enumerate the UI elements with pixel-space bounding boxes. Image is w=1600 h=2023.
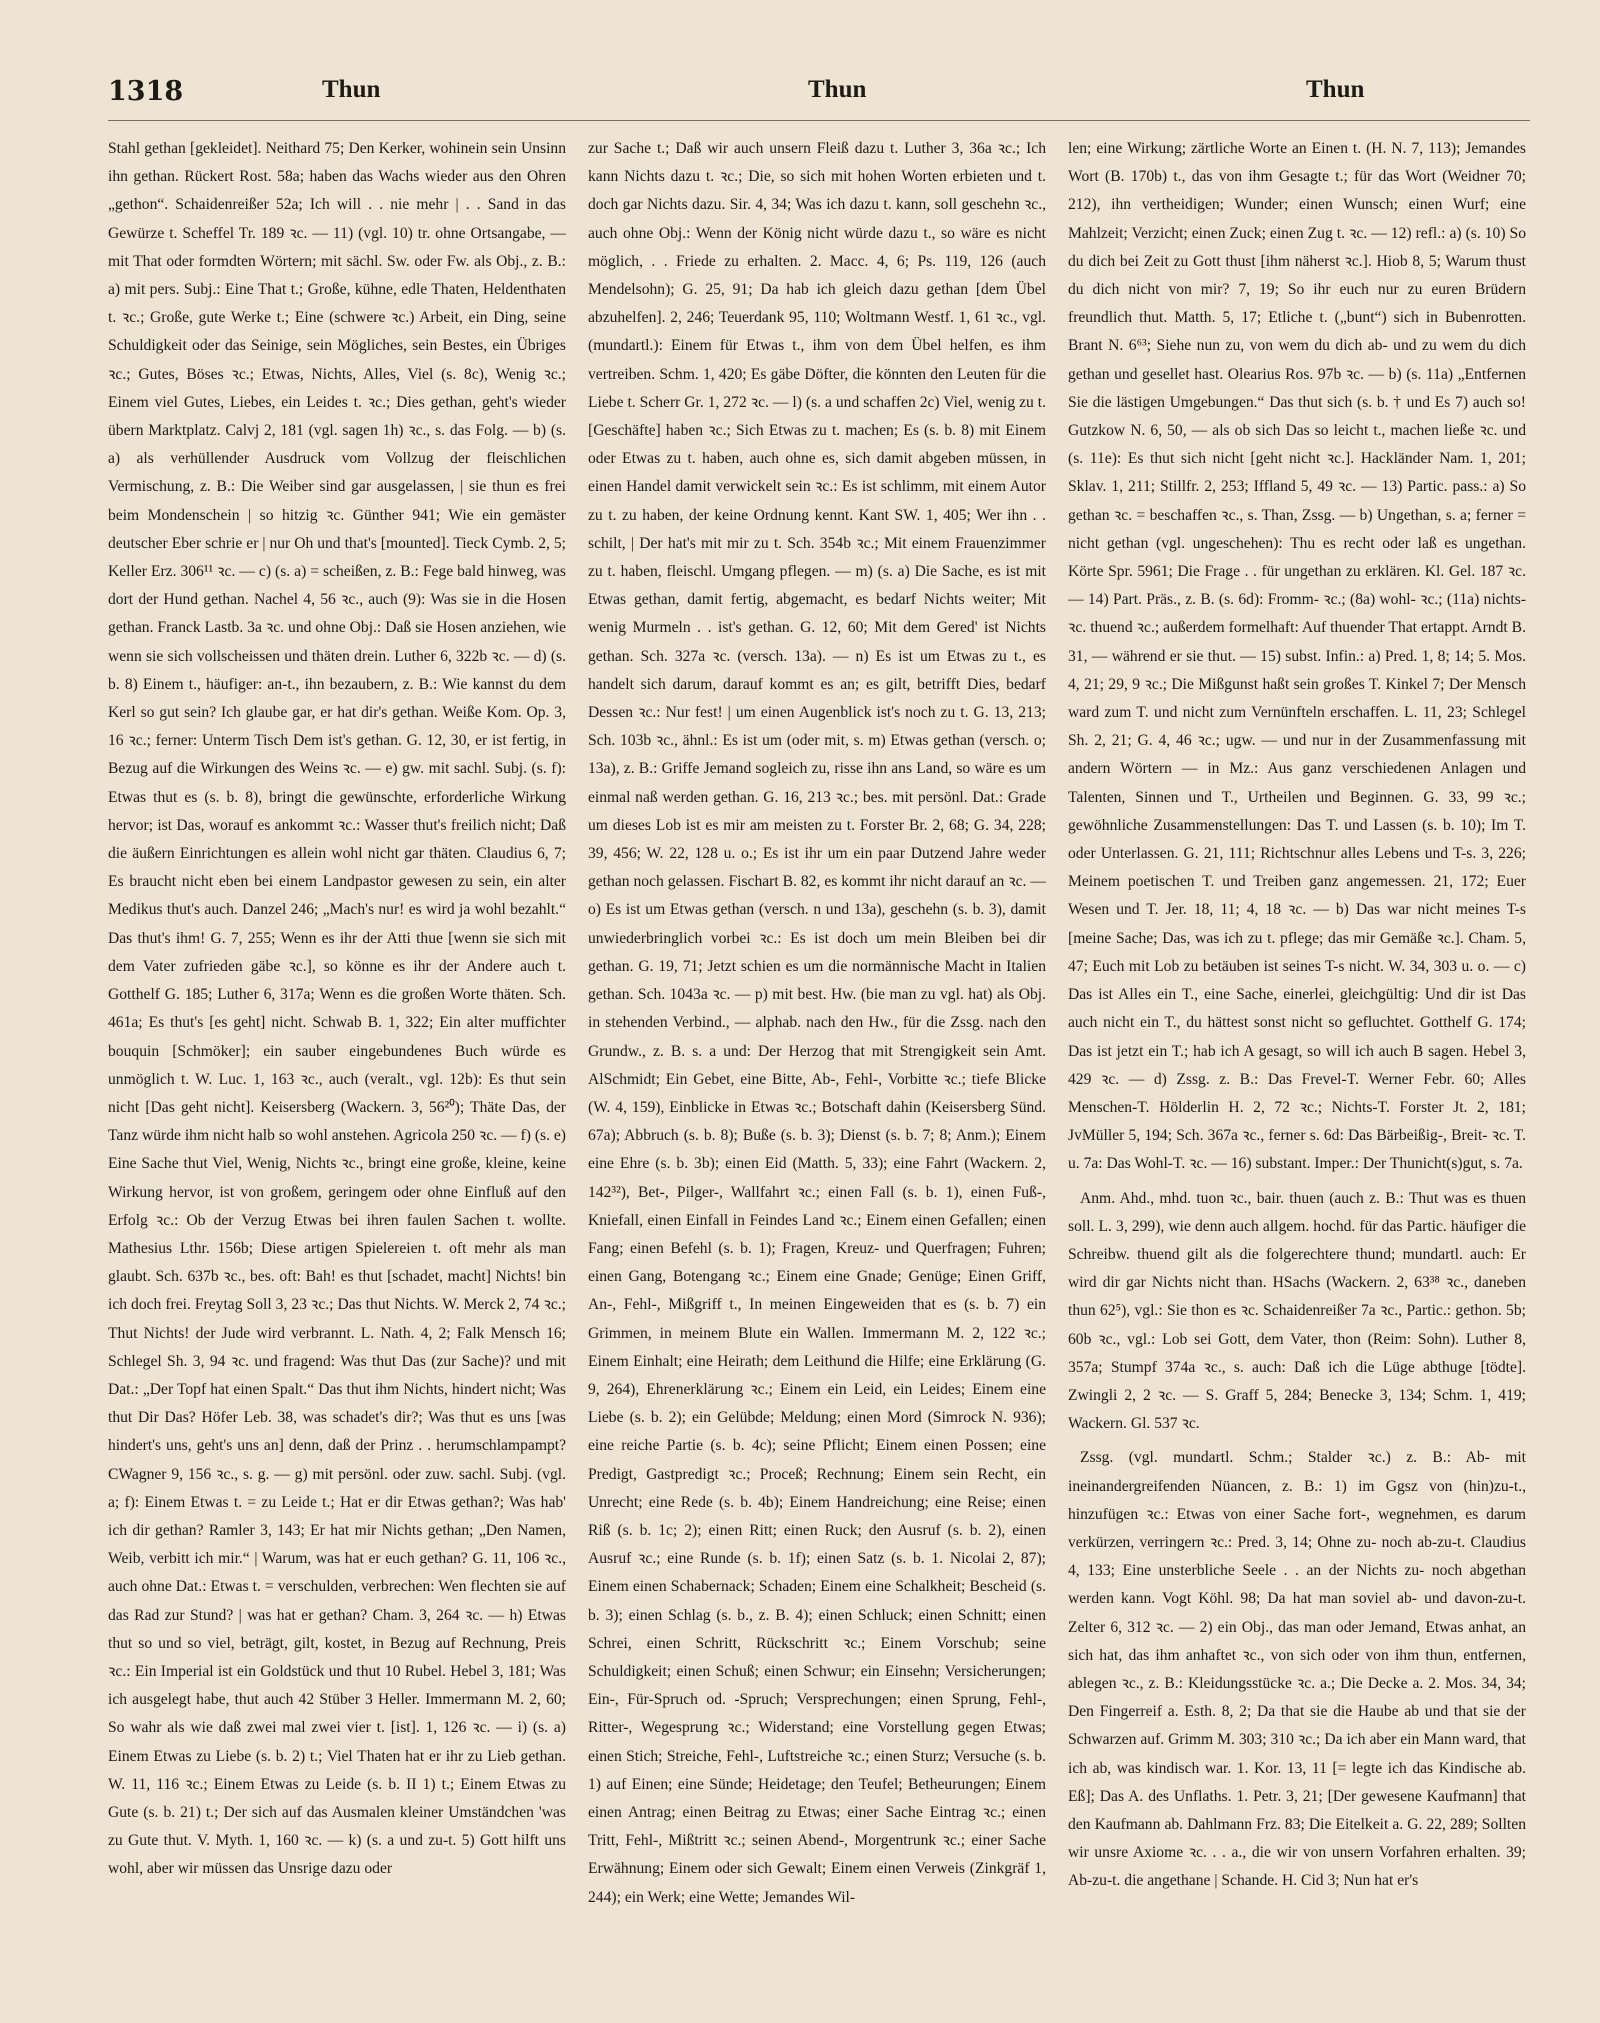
running-head-right: Thun [1306, 76, 1365, 103]
etymology-note: Anm. Ahd., mhd. tuon ꝛc., bair. thuen (auch z. B.: Thut was es thuen soll. L. 3, 299), wie denn auch allgem. hochd. für das Partic. häufiger die Schreibw. thuend gilt als die folgerechtere thund; mundartl. auch: Er wird dir gar Nichts nicht than. HSachs (Wackern. 2, 63³⁸ ꝛc., daneben thun 62⁵), vgl.: Sie thon es ꝛc. Schaidenreißer 7a ꝛc., Partic.: gethon. 5b; 60b ꝛc., vgl.: Lob sei Gott, dem Vater, thon (Reim: Sohn). Luther 8, 357a; Stumpf 374a ꝛc., s. auch: Daß ich die Lüge abthuge [tödte]. Zwingli 2, 2 ꝛc. — S. Graff 5, 284; Benecke 3, 134; Schm. 1, 419; Wackern. Gl. 537 ꝛc. [1068, 1189, 1526, 1433]
column-middle [588, 135, 1046, 2015]
running-head-left: Thun [322, 76, 381, 103]
page-number: 1318 [108, 76, 184, 107]
column-right [1068, 135, 1526, 2015]
entry-paragraph: Stahl gethan [gekleidet]. Neithard 75; Den Kerker, wohinein sein Unsinn ihn gethan. Rückert Rost. 58a; haben das Wachs wieder aus den Ohren „gethon“. Schaidenreißer 52a; Ich will . . nie mehr | . . Sand in das Gewürze t. Scheffel Tr. 189 ꝛc. — 11) (vgl. 10) tr. ohne Ortsangabe, — mit That oder formdten Wörtern; mit sächl. Sw. oder Fw. als Obj., z. B.: a) mit pers. Subj.: Eine That t.; Große, kühne, edle Thaten, Heldenthaten t. ꝛc.; Große, gute Werke t.; Eine (schwere ꝛc.) Arbeit, ein Ding, seine Schuldigkeit oder das Seinige, sein Mögliches, sein Bestes, ein Übriges ꝛc.; Gutes, Böses ꝛc.; Etwas, Nichts, Alles, Viel (s. 8c), Wenig ꝛc.; Einem viel Gutes, Liebes, ein Leides t. ꝛc.; Dies gethan, geht's wieder übern Marktplatz. Calvj 2, 181 (vgl. sagen 1h) ꝛc., s. das Folg. — b) (s. a) als verhüllender Ausdruck vom Vollzug der fleischlichen Vermischung, z. B.: Die Weiber sind gar ausgelassen, | sie thun es frei beim Mondenschein | so hitzig ꝛc. Günther 941; Wie ein gemäster deutscher Eber schrie er | nur Oh und that's [mounted]. Tieck Cymb. 2, 5; Keller Erz. 306¹¹ ꝛc. — c) (s. a) = scheißen, z. B.: Fege bald hinweg, was dort der Hund gethan. Nachel 4, 56 ꝛc., auch (9): Was sie in die Hosen gethan. Franck Lastb. 3a ꝛc. und ohne Obj.: Daß sie Hosen anziehen, wie wenn sie sich vollscheissen und thäten drein. Luther 6, 322b ꝛc. — d) (s. b. 8) Einem t., häufiger: an-t., ihn bezaubern, z. B.: Wie kannst du dem Kerl so gut sein? Ich glaube gar, er hat dir's gethan. Weiße Kom. Op. 3, 16 ꝛc.; ferner: Unterm Tisch Dem ist's gethan. G. 12, 30, er ist fertig, in Bezug auf die Wirkungen des Weins ꝛc. — e) gw. mit sachl. Subj. (s. f): Etwas thut es (s. b. 8), bringt die gewünschte, erforderliche Wirkung hervor; ist Das, worauf es ankommt ꝛc.: Wasser thut's freilich nicht; Daß die äußern Einrichtungen es allein wohl nicht gar thäten. Claudius 6, 7; Es braucht nicht eben bei einem Landpastor gewesen zu sein, ein alter Medikus thut's auch. Danzel 246; „Mach's nur! es wird ja wohl bezahlt.“ Das thut's ihm! G. 7, 255; Wenn es ihr der Atti thue [wenn sie sich mit dem Vater zufrieden gäbe ꝛc.], so könne es ihr der Andere auch t. Gotthelf G. 185; Luther 6, 317a; Wenn es die großen Worte thäten. Sch. 461a; Es thut's [es geht] nicht. Schwab B. 1, 322; Ein alter muffichter bouquin [Schmöker]; ein sauber eingebundenes Buch würde es unmöglich t. W. Luc. 1, 163 ꝛc., auch (veralt., vgl. 12b): Es thut sein nicht [Das geht nicht]. Keisersberg (Wackern. 3, 56²⁰); Thäte Das, der Tanz würde ihm nicht halb so wohl anstehen. Agricola 250 ꝛc. — f) (s. e) Eine Sache thut Viel, Wenig, Nichts ꝛc., bringt eine große, kleine, keine Wirkung hervor, ist von großem, geringem oder ohne Einfluß auf den Erfolg ꝛc.: Ob der Verzug Etwas bei ihren faulen Sachen t. wollte. Mathesius Lthr. 156b; Diese artigen Spielereien t. oft mehr als man glaubt. Sch. 637b ꝛc., bes. oft: Bah! es thut [schadet, macht] Nichts! bin ich doch frei. Freytag Soll 3, 23 ꝛc.; Das thut Nichts. W. Merck 2, 74 ꝛc.; Thut Nichts! der Jude wird verbrannt. L. Nath. 4, 2; Falk Mensch 16; Schlegel Sh. 3, 94 ꝛc. und fragend: Was thut Das (zur Sache)? und mit Dat.: „Der Topf hat einen Spalt.“ Das thut ihm Nichts, hindert nicht; Was thut Dir Das? Höfer Leb. 38, was schadet's dir?; Was thut es uns [was hindert's uns, geht's uns an] denn, daß der Prinz . . herumschlampampt? CWagner 9, 156 ꝛc., s. g. — g) mit persönl. oder zuw. sachl. Subj. (vgl. a; f): Einem Etwas t. = zu Leide t.; Hat er dir Etwas gethan?; Was hab' ich dir gethan? Ramler 3, 143; Er hat mir Nichts gethan; „Den Namen, Weib, verbitt ich mir.“ | Warum, was hat er euch gethan? G. 11, 106 ꝛc., auch ohne Dat.: Etwas t. = verschulden, verbrechen: Wen flechten sie auf das Rad zur Stund? | was hat er gethan? Cham. 3, 264 ꝛc. — h) Etwas thut so und so viel, beträgt, gilt, kostet, in Bezug auf Rechnung, Preis ꝛc.: Ein Imperial ist ein Goldstück und thut 10 Rubel. Hebel 3, 181; Was ich ausgelegt habe, thut auch 42 Stüber 3 Heller. Immermann M. 2, 60; So wahr als wie daß zwei mal zwei vier t. [ist]. 1, 126 ꝛc. — i) (s. a) Einem Etwas zu Liebe (s. b. 2) t.; Viel Thaten hat er ihr zu Lieb gethan. W. 11, 116 ꝛc.; Einem Etwas zu Leide (s. b. II 1) t.; Einem Etwas zu Gute (s. b. 21) t.; Der sich auf das Ausmalen kleiner Umständchen 'was zu Gute thut. V. Myth. 1, 160 ꝛc. — k) (s. a und zu-t. 5) Gott hilft uns wohl, aber wir müssen das Unsrige dazu oder [108, 140, 566, 1878]
text-columns [108, 135, 1530, 2015]
compounds-paragraph: Zssg. (vgl. mundartl. Schm.; Stalder ꝛc.) z. B.: Ab- mit ineinandergreifenden Nüancen, z. B.: 1) im Ggsz von (hin)zu-t., hinzufügen ꝛc.: Etwas von einer Sache fort-, wegnehmen, es darum verkürzen, verringern ꝛc.: Pred. 3, 14; Ohne zu- noch ab-zu-t. Claudius 4, 133; Eine unsterbliche Seele . . an der Nichts zu- noch abgethan werden kann. Vogt Köhl. 98; Da hat man soviel ab- und davon-zu-t. Zelter 6, 312 ꝛc. — 2) ein Obj., das man oder Jemand, Etwas anhat, an sich hat, das ihm anhaftet ꝛc., von sich oder von ihm thun, entfernen, ablegen ꝛc., z. B.: Kleidungsstücke ꝛc. a.; Die Decke a. 2. Mos. 34, 34; Den Fingerreif a. Esth. 8, 2; Da that sie die Haube ab und that sie der Schwarzen auf. Grimm M. 303; 310 ꝛc.; Da ich aber ein Mann ward, that ich ab, was kindisch war. 1. Kor. 13, 11 [= legte ich das Kindische ab. Eß]; Das A. des Unflaths. 1. Petr. 3, 21; [Der gewesene Kaufmann] that den Kaufmann ab. Dahlmann Frz. 83; Die Eitelkeit a. G. 22, 289; Sollten wir unsre Axiome ꝛc. . . a., die wir von unsern Vorfahren erhalten. 39; Ab-zu-t. die angethane | Schande. H. Cid 3; Nun hat er's [1068, 1449, 1526, 1890]
running-head-center: Thun [808, 76, 867, 103]
column-left [108, 135, 566, 2015]
page-header [108, 72, 1530, 121]
entry-paragraph: zur Sache t.; Daß wir auch unsern Fleiß dazu t. Luther 3, 36a ꝛc.; Ich kann Nichts dazu t. ꝛc.; Die, so sich mit hohen Worten erbieten und t. doch gar Nichts dazu. Sir. 4, 34; Was ich dazu t. kann, soll geschehn ꝛc., auch ohne Obj.: Wenn der König nicht würde dazu t., so wäre es nicht möglich, . . Friede zu erhalten. 2. Macc. 4, 6; Ps. 119, 126 (auch Mendelsohn); G. 25, 91; Da hab ich gleich dazu gethan [dem Übel abzuhelfen]. 2, 246; Teuerdank 95, 110; Woltmann Westf. 1, 61 ꝛc., vgl. (mundartl.): Einem für Etwas t., ihm von dem Übel helfen, es ihm vertreiben. Schm. 1, 420; Es gäbe Döfter, die könnten den Leuten für die Liebe t. Scherr Gr. 1, 272 ꝛc. — l) (s. a und schaffen 2c) Viel, wenig zu t. [Geschäfte] haben ꝛc.; Sich Etwas zu t. machen; Es (s. b. 8) mit Einem oder Etwas zu t. haben, auch ohne es, sich damit abgeben müssen, in einen Handel damit verwickelt sein ꝛc.: Es ist schlimm, mit einem Autor zu t. zu haben, der keine Ordnung kennt. Kant SW. 1, 405; Wer ihn . . schilt, | Der hat's mit mir zu t. Sch. 354b ꝛc.; Mit einem Frauenzimmer zu t. haben, fleischl. Umgang pflegen. — m) (s. a) Die Sache, es ist mit Etwas gethan, damit fertig, abgemacht, es bedarf Nichts weiter; Mit wenig Murmeln . . ist's gethan. G. 12, 60; Mit dem Gered' ist Nichts gethan. Sch. 327a ꝛc. (versch. 13a). — n) Es ist um Etwas zu t., es handelt sich darum, darauf kommt es an; es gilt, betrifft Dies, bedarf Dessen ꝛc.: Nur fest! | um einen Augenblick ist's noch zu t. G. 13, 213; Sch. 103b ꝛc., ähnl.: Es ist um (oder mit, s. m) Etwas gethan (versch. o; 13a), z. B.: Griffe Jemand sogleich zu, risse ihn ans Land, so wäre es um einmal naß werden gethan. G. 16, 213 ꝛc.; bes. mit persönl. Dat.: Grade um dieses Lob ist es mir am meisten zu t. Forster Br. 2, 68; G. 34, 228; 39, 456; W. 22, 128 u. o.; Es ist ihr um ein paar Dutzend Jahre weder gethan noch gelassen. Fischart B. 82, es kommt ihr nicht darauf an ꝛc. — o) Es ist um Etwas gethan (versch. n und 13a), geschehn (s. b. 3), damit unwiederbringlich vorbei ꝛc.: Es ist doch um mein Bleiben bei dir gethan. G. 19, 71; Jetzt schien es um die normännische Macht in Italien gethan. Sch. 1043a ꝛc. — p) mit best. Hw. (bie man zu vgl. hat) als Obj. in stehenden Verbind., — alphab. nach den Hw., für die Zssg. nach den Grundw., z. B. s. a und: Der Herzog that mit Strengigkeit sein Amt. AlSchmidt; Ein Gebet, eine Bitte, Ab-, Fehl-, Vorbitte ꝛc.; tiefe Blicke (W. 4, 159), Einblicke in Etwas ꝛc.; Botschaft dahin (Keisersberg Sünd. 67a); Abbruch (s. b. 8); Buße (s. b. 3); Dienst (s. b. 7; 8; Anm.); Einem eine Ehre (s. b. 3b); einen Eid (Matth. 5, 33); eine Fahrt (Wackern. 2, 142³²), Bet-, Pilger-, Wallfahrt ꝛc.; einen Fall (s. b. 1), einen Fuß-, Kniefall, einen Einfall in Feindes Land ꝛc.; Einem einen Gefallen; einen Fang; einen Befehl (s. b. 1); Fragen, Kreuz- und Querfragen; Fuhren; einen Gang, Botengang ꝛc.; Einem eine Gnade; Genüge; Einen Griff, An-, Fehl-, Mißgriff t., In meinen Eingeweiden that es (s. b. 7) ein Grimmen, in meinem Blute ein Wallen. Immermann M. 2, 122 ꝛc.; Einem Einhalt; eine Heirath; dem Leithund die Hilfe; eine Erklärung (G. 9, 264), Ehrenerklärung ꝛc.; Einem ein Leid, ein Leides; Einem eine Liebe (s. b. 2); ein Gelübde; Meldung; einen Mord (Simrock N. 936); eine reiche Partie (s. b. 4c); seine Pflicht; Einem einen Possen; eine Predigt, Gastpredigt ꝛc.; Proceß; Rechnung; Einem sein Recht, ein Unrecht; eine Rede (s. b. 4b); Einem Handreichung; eine Reise; einen Riß (s. b. 1c; 2); einen Ritt; einen Ruck; den Ausruf (s. b. 2), einen Ausruf ꝛc.; eine Runde (s. b. 1f); einen Satz (s. b. 1. Nicolai 2, 87); Einem einen Schabernack; Schaden; Einem eine Schalkheit; Bescheid (s. b. 3); einen Schlag (s. b., z. B. 4); einen Schluck; einen Schnitt; einen Schrei, einen Schritt, Rückschritt ꝛc.; Einem Vorschub; seine Schuldigkeit; einen Schuß; einen Schwur; ein Einsehn; Versicherungen; Ein-, Für-Spruch od. -Spruch; Versprechungen; einen Sprung, Fehl-, Ritter-, Wegesprung ꝛc.; Widerstand; eine Vorstellung gegen Etwas; einen Stich; Streiche, Fehl-, Luftstreiche ꝛc.; einen Sturz; Versuche (s. b. 1) auf Einen; eine Sünde; Heidetage; den Teufel; Betheurungen; Einem einen Antrag; einen Beitrag zu Etwas; einer Sache Eintrag ꝛc.; einen Tritt, Fehl-, Mißtritt ꝛc.; seinen Abend-, Morgentrunk ꝛc.; einer Sache Erwähnung; Einem oder sich Gewalt; Einem einen Verweis (Zinkgräf 1, 244); ein Werk; eine Wette; Jemandes Wil- [588, 140, 1046, 1906]
entry-paragraph: len; eine Wirkung; zärtliche Worte an Einen t. (H. N. 7, 113); Jemandes Wort (B. 170b) t., das von ihm Gesagte t.; für das Wort (Weidner 70; 212), ihn vertheidigen; Wunder; einen Wunsch; einen Wurf; eine Mahlzeit; Verzicht; einen Zuck; einen Zug t. ꝛc. — 12) refl.: a) (s. 10) So du dich bei Zeit zu Gott thust [ihm näherst ꝛc.]. Hiob 8, 5; Warum thust du dich nicht von mir? 7, 19; So ihr euch nur zu euren Brüdern freundlich thut. Matth. 5, 17; Etliche t. („bunt“) sich in Bubenrotten. Brant N. 6⁶³; Siehe nun zu, von wem du dich ab- und zu wem du dich gethan und gesellet hast. Olearius Ros. 97b ꝛc. — b) (s. 11a) „Entfernen Sie die lästigen Umgebungen.“ Das thut sich (s. b. † und Es 7) auch so! Gutzkow N. 6, 50, — als ob sich Das so leicht t., machen ließe ꝛc. und (s. 11e): Es thut sich nicht [geht nicht ꝛc.]. Hackländer Nam. 1, 201; Sklav. 1, 211; Stillfr. 2, 253; Iffland 5, 49 ꝛc. — 13) Partic. pass.: a) So gethan ꝛc. = beschaffen ꝛc., s. Than, Zssg. — b) Ungethan, s. a; ferner = nicht gethan (vgl. ungeschehen): Thu es recht oder laß es ungethan. Körte Spr. 5961; Die Frage . . für ungethan zu erklären. Kl. Gel. 187 ꝛc. — 14) Part. Präs., z. B. (s. 6d): Fromm- ꝛc.; (8a) wohl- ꝛc.; (11a) nichts- ꝛc. thuend ꝛc.; außerdem formelhaft: Auf thuender That ertappt. Arndt B. 31, — während er sie thut. — 15) subst. Infin.: a) Pred. 1, 8; 14; 5. Mos. 4, 21; 29, 9 ꝛc.; Die Mißgunst haßt sein großes T. Kinkel 7; Der Mensch ward zum T. und nicht zum Vernünfteln erschaffen. L. 11, 23; Schlegel Sh. 2, 21; G. 4, 46 ꝛc.; ugw. — und nur in der Zusammenfassung mit andern Wörtern — in Mz.: Aus ganz verschiedenen Anlagen und Talenten, Sinnen und T., Urtheilen und Beginnen. G. 33, 99 ꝛc.; gewöhnliche Zusammenstellungen: Das T. und Lassen (s. b. 10); Im T. oder Unterlassen. G. 21, 111; Richtschnur alles Lebens und T-s. 3, 226; Meinem poetischen T. und Treiben ganz angemessen. 21, 172; Euer Wesen und T. Jer. 18, 11; 4, 18 ꝛc. — b) Das war nicht meines T-s [meine Sache; Das, was ich zu t. pflege; das mir Gemäße ꝛc.]. Cham. 5, 47; Euch mit Lob zu betäuben ist seines T-s nicht. W. 34, 303 u. o. — c) Das ist Alles ein T., eine Sache, einerlei, gleichgültig: Und dir ist Das auch nicht ein T., du hättest sonst nicht so gefluchtet. Gotthelf G. 174; Das ist jetzt ein T.; hab ich A gesagt, so will ich auch B sagen. Hebel 3, 429 ꝛc. — d) Zssg. z. B.: Das Frevel-T. Werner Febr. 60; Alles Menschen-T. Hölderlin H. 2, 72 ꝛc.; Nichts-T. Forster Jt. 2, 181; JvMüller 5, 194; Sch. 367a ꝛc., ferner s. 6d: Das Bärbeißig-, Breit- ꝛc. T. u. 7a: Das Wohl-T. ꝛc. — 16) substant. Imper.: Der Thunicht(s)gut, s. 7a. [1068, 140, 1526, 1173]
